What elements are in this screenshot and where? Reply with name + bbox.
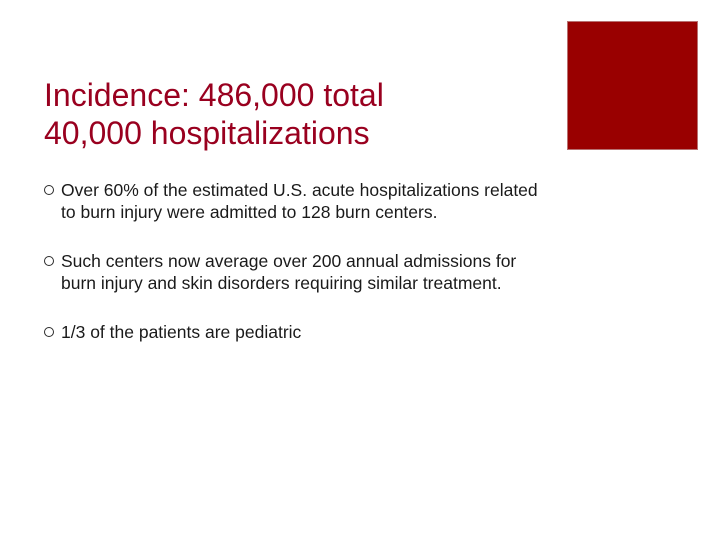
decorative-red-block: [567, 21, 698, 150]
hollow-circle-bullet-icon: [44, 256, 54, 266]
bullet-item: [44, 321, 554, 343]
bullet-list: [44, 179, 554, 370]
bullet-text: Over 60% of the estimated U.S. acute hospitalizations related to burn injury were admitted to 128 burn centers.: [61, 180, 538, 222]
slide-title-line-2: 40,000 hospitalizations: [44, 115, 370, 151]
hollow-circle-bullet-icon: [44, 185, 54, 195]
slide-title-line-1: Incidence: 486,000 total: [44, 77, 384, 113]
bullet-item: [44, 250, 554, 294]
bullet-item: [44, 179, 554, 223]
bullet-text: 1/3 of the patients are pediatric: [61, 322, 302, 342]
hollow-circle-bullet-icon: [44, 327, 54, 337]
slide-title: [44, 76, 544, 152]
bullet-text: Such centers now average over 200 annual admissions for burn injury and skin disorders requiring similar treatment.: [61, 251, 517, 293]
